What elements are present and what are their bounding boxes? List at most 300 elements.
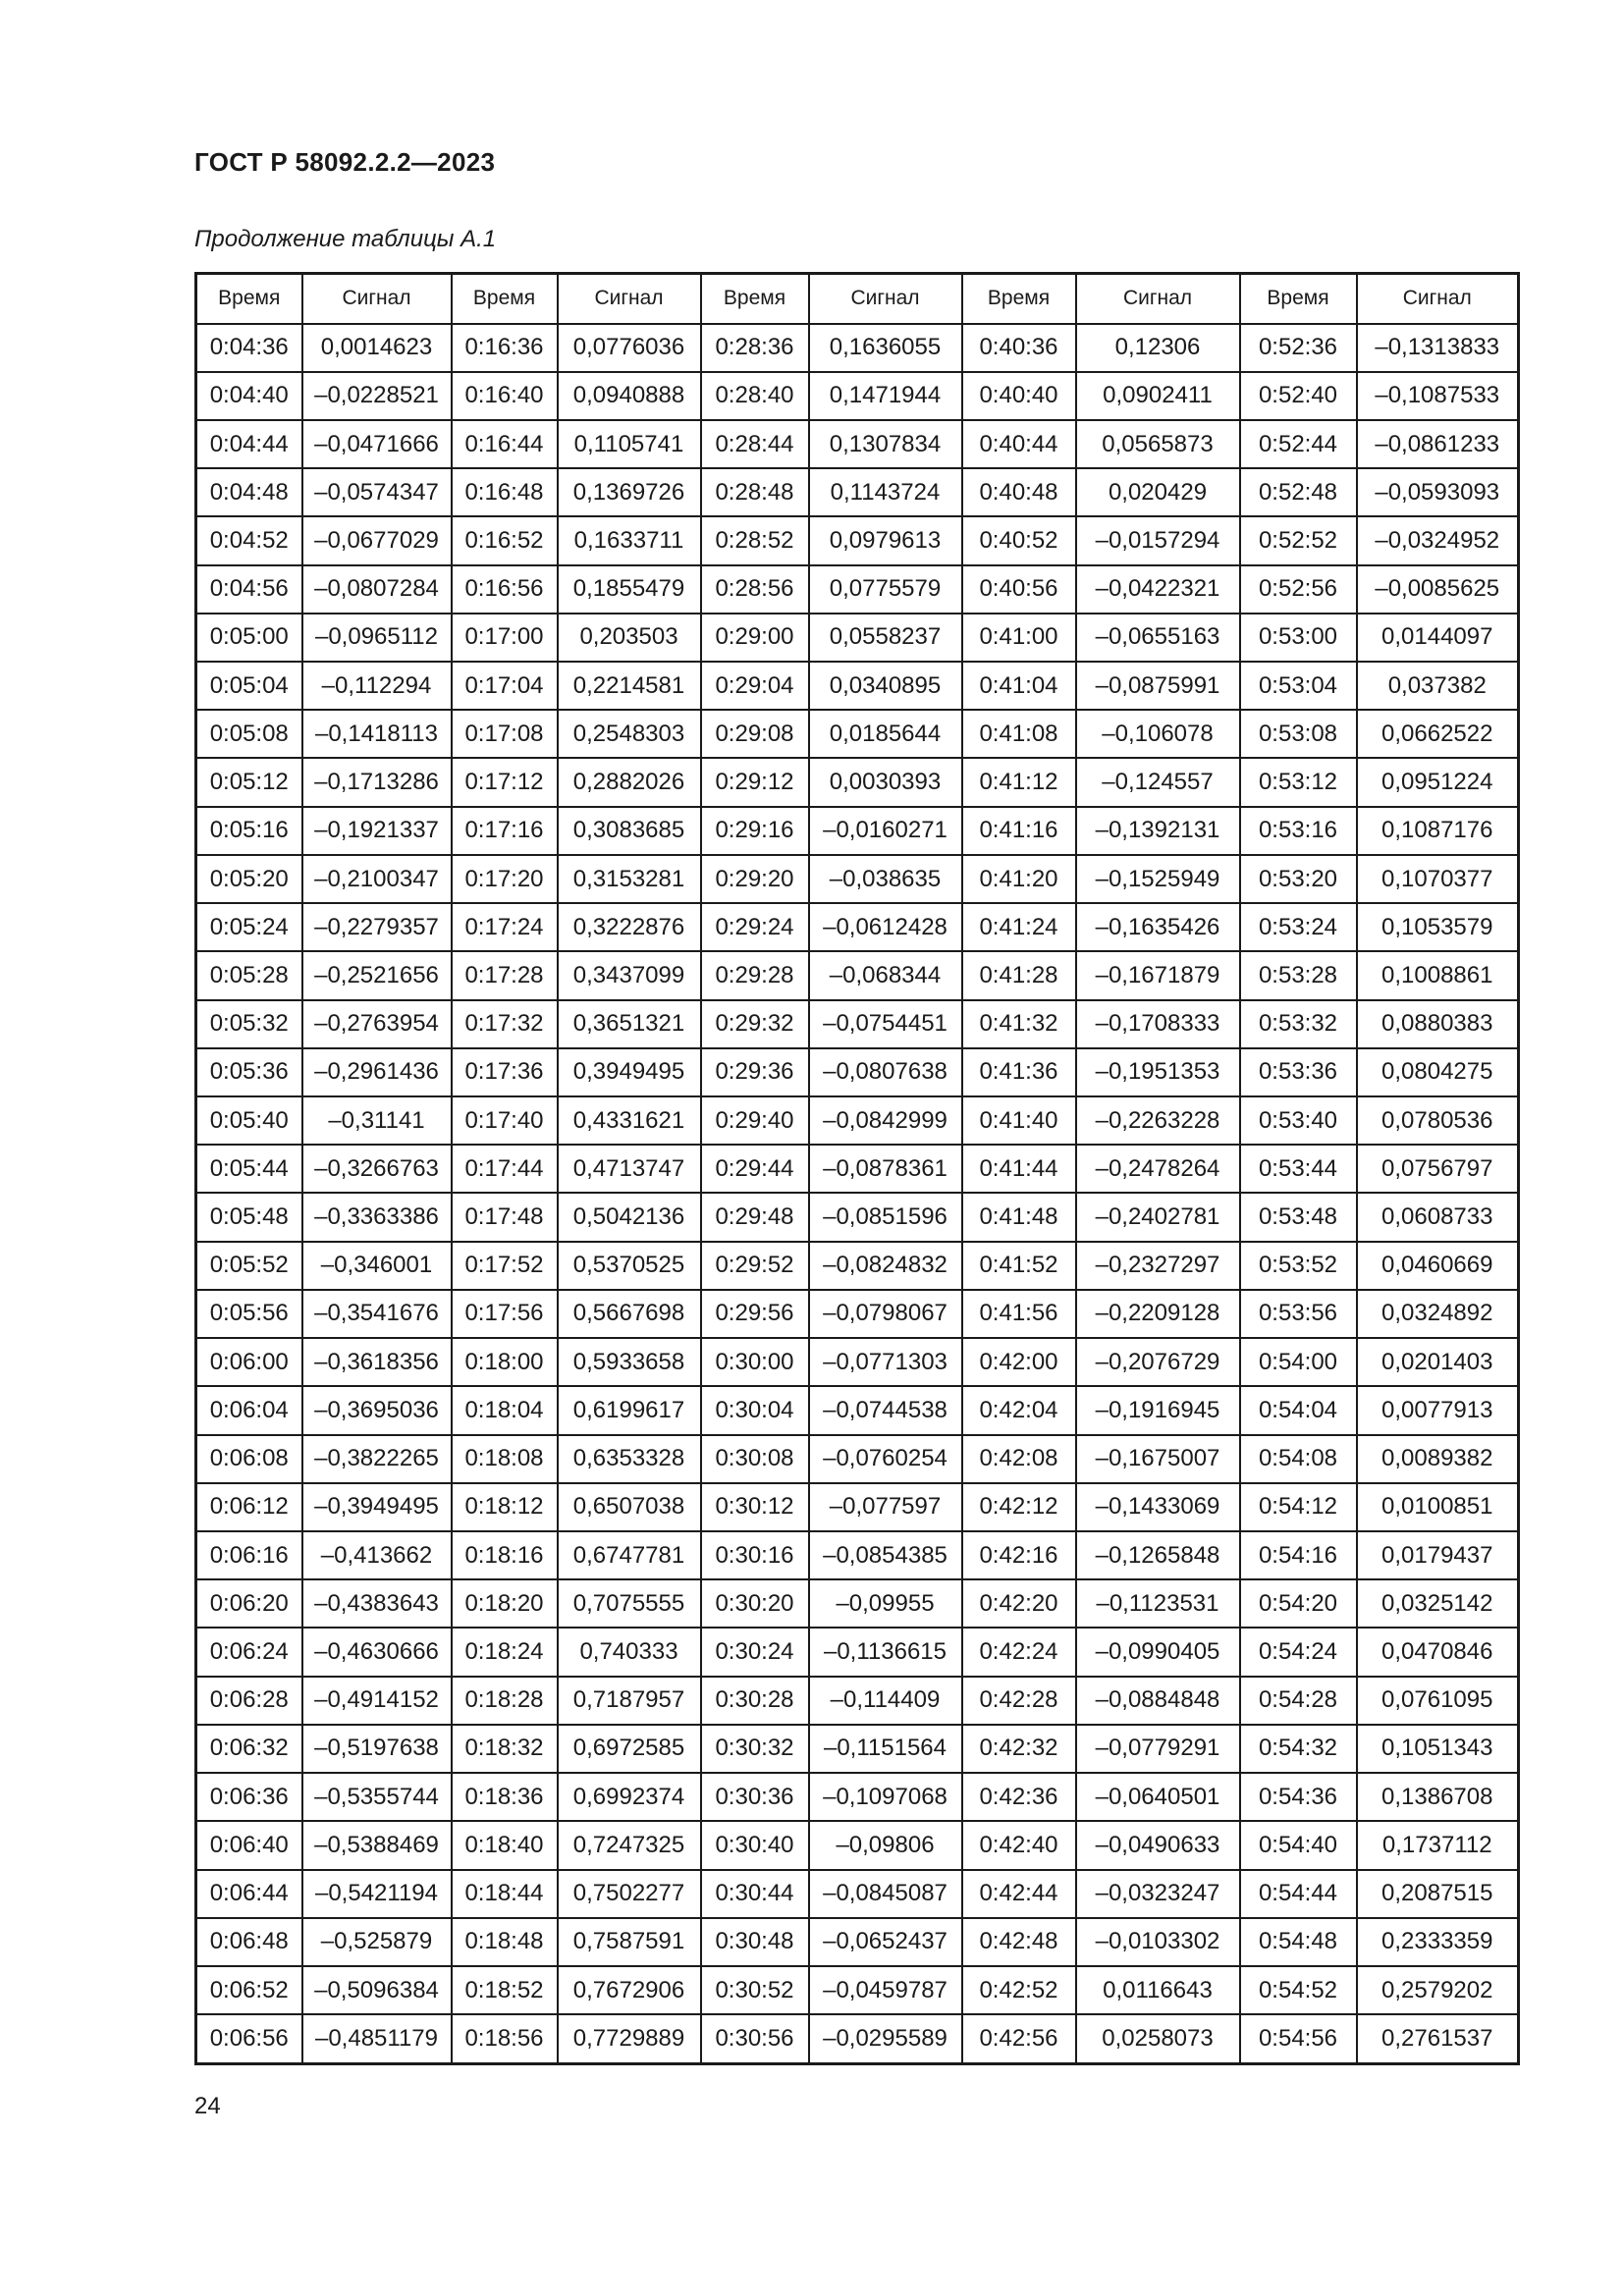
signal-cell: 0,0565873 — [1076, 420, 1240, 468]
time-cell: 0:05:24 — [196, 903, 302, 951]
signal-cell: –0,0878361 — [809, 1145, 962, 1193]
signal-cell: –0,0875991 — [1076, 662, 1240, 710]
time-cell: 0:54:20 — [1240, 1579, 1357, 1628]
column-header: Время — [962, 274, 1076, 324]
signal-cell: 0,7075555 — [558, 1579, 701, 1628]
signal-cell: 0,6353328 — [558, 1435, 701, 1483]
signal-cell: –0,0157294 — [1076, 516, 1240, 564]
signal-cell: –0,1708333 — [1076, 1000, 1240, 1048]
table-row — [196, 1435, 1519, 1483]
time-cell: 0:30:08 — [701, 1435, 809, 1483]
time-cell: 0:30:12 — [701, 1483, 809, 1531]
time-cell: 0:16:36 — [452, 324, 558, 372]
table-caption: Продолжение таблицы А.1 — [194, 226, 497, 252]
time-cell: 0:18:52 — [452, 1966, 558, 2014]
signal-cell: –0,0612428 — [809, 903, 962, 951]
signal-cell: –0,0861233 — [1357, 420, 1519, 468]
signal-cell: –0,5355744 — [302, 1773, 452, 1821]
time-cell: 0:54:40 — [1240, 1821, 1357, 1869]
time-cell: 0:53:44 — [1240, 1145, 1357, 1193]
time-cell: 0:28:36 — [701, 324, 809, 372]
time-cell: 0:17:32 — [452, 1000, 558, 1048]
time-cell: 0:41:36 — [962, 1048, 1076, 1096]
time-cell: 0:54:52 — [1240, 1966, 1357, 2014]
time-cell: 0:53:12 — [1240, 758, 1357, 806]
signal-cell: –0,1151564 — [809, 1725, 962, 1773]
time-cell: 0:29:16 — [701, 807, 809, 855]
time-cell: 0:06:24 — [196, 1628, 302, 1676]
time-cell: 0:41:16 — [962, 807, 1076, 855]
signal-cell: 0,5042136 — [558, 1193, 701, 1241]
signal-cell: 0,3651321 — [558, 1000, 701, 1048]
signal-cell: 0,0179437 — [1357, 1531, 1519, 1579]
time-cell: 0:30:32 — [701, 1725, 809, 1773]
signal-cell: 0,12306 — [1076, 324, 1240, 372]
time-cell: 0:29:40 — [701, 1096, 809, 1145]
time-cell: 0:42:24 — [962, 1628, 1076, 1676]
time-cell: 0:17:20 — [452, 855, 558, 903]
table-row — [196, 1193, 1519, 1241]
signal-cell: 0,3222876 — [558, 903, 701, 951]
signal-cell: –0,1136615 — [809, 1628, 962, 1676]
signal-cell: 0,2761537 — [1357, 2014, 1519, 2063]
signal-cell: 0,0185644 — [809, 710, 962, 758]
column-header: Сигнал — [302, 274, 452, 324]
time-cell: 0:17:04 — [452, 662, 558, 710]
time-cell: 0:30:28 — [701, 1677, 809, 1725]
time-cell: 0:41:04 — [962, 662, 1076, 710]
time-cell: 0:18:16 — [452, 1531, 558, 1579]
signal-cell: 0,203503 — [558, 614, 701, 662]
time-cell: 0:54:32 — [1240, 1725, 1357, 1773]
time-cell: 0:41:08 — [962, 710, 1076, 758]
time-cell: 0:18:28 — [452, 1677, 558, 1725]
time-cell: 0:28:40 — [701, 372, 809, 420]
signal-cell: 0,2579202 — [1357, 1966, 1519, 2014]
signal-cell: –0,068344 — [809, 951, 962, 999]
time-cell: 0:42:40 — [962, 1821, 1076, 1869]
time-cell: 0:40:36 — [962, 324, 1076, 372]
signal-cell: –0,346001 — [302, 1242, 452, 1290]
time-cell: 0:42:20 — [962, 1579, 1076, 1628]
time-cell: 0:53:36 — [1240, 1048, 1357, 1096]
signal-cell: –0,0884848 — [1076, 1677, 1240, 1725]
time-cell: 0:54:08 — [1240, 1435, 1357, 1483]
table-row — [196, 1386, 1519, 1434]
table-row — [196, 1966, 1519, 2014]
signal-cell: –0,0744538 — [809, 1386, 962, 1434]
column-header: Сигнал — [1076, 274, 1240, 324]
signal-cell: –0,0779291 — [1076, 1725, 1240, 1773]
signal-cell: 0,1471944 — [809, 372, 962, 420]
time-cell: 0:52:56 — [1240, 565, 1357, 614]
time-cell: 0:05:36 — [196, 1048, 302, 1096]
signal-cell: –0,038635 — [809, 855, 962, 903]
time-cell: 0:54:12 — [1240, 1483, 1357, 1531]
signal-cell: –0,0760254 — [809, 1435, 962, 1483]
signal-cell: –0,0324952 — [1357, 516, 1519, 564]
time-cell: 0:52:44 — [1240, 420, 1357, 468]
time-cell: 0:41:12 — [962, 758, 1076, 806]
signal-cell: 0,7247325 — [558, 1821, 701, 1869]
time-cell: 0:05:00 — [196, 614, 302, 662]
time-cell: 0:53:32 — [1240, 1000, 1357, 1048]
signal-cell: –0,0807284 — [302, 565, 452, 614]
time-cell: 0:04:36 — [196, 324, 302, 372]
time-cell: 0:40:40 — [962, 372, 1076, 420]
signal-cell: 0,0089382 — [1357, 1435, 1519, 1483]
time-cell: 0:30:48 — [701, 1918, 809, 1966]
signal-cell: 0,1737112 — [1357, 1821, 1519, 1869]
time-cell: 0:17:24 — [452, 903, 558, 951]
signal-cell: 0,0470846 — [1357, 1628, 1519, 1676]
table-row — [196, 903, 1519, 951]
time-cell: 0:17:48 — [452, 1193, 558, 1241]
signal-cell: 0,2882026 — [558, 758, 701, 806]
time-cell: 0:29:36 — [701, 1048, 809, 1096]
signal-cell: –0,4914152 — [302, 1677, 452, 1725]
signal-cell: –0,0824832 — [809, 1242, 962, 1290]
time-cell: 0:29:04 — [701, 662, 809, 710]
signal-cell: –0,0160271 — [809, 807, 962, 855]
signal-cell: –0,5388469 — [302, 1821, 452, 1869]
time-cell: 0:41:28 — [962, 951, 1076, 999]
signal-cell: 0,2333359 — [1357, 1918, 1519, 1966]
table-header-row — [196, 274, 1519, 324]
time-cell: 0:16:52 — [452, 516, 558, 564]
signal-cell: –0,3266763 — [302, 1145, 452, 1193]
signal-cell: 0,0325142 — [1357, 1579, 1519, 1628]
time-cell: 0:52:48 — [1240, 468, 1357, 516]
time-cell: 0:18:56 — [452, 2014, 558, 2063]
time-cell: 0:41:32 — [962, 1000, 1076, 1048]
time-cell: 0:05:16 — [196, 807, 302, 855]
signal-cell: 0,1855479 — [558, 565, 701, 614]
signal-cell: –0,0990405 — [1076, 1628, 1240, 1676]
time-cell: 0:41:24 — [962, 903, 1076, 951]
signal-cell: –0,2402781 — [1076, 1193, 1240, 1241]
time-cell: 0:06:52 — [196, 1966, 302, 2014]
time-cell: 0:54:04 — [1240, 1386, 1357, 1434]
time-cell: 0:29:12 — [701, 758, 809, 806]
table-row — [196, 468, 1519, 516]
signal-cell: –0,124557 — [1076, 758, 1240, 806]
signal-cell: 0,5933658 — [558, 1338, 701, 1386]
signal-cell: –0,2100347 — [302, 855, 452, 903]
signal-cell: 0,1307834 — [809, 420, 962, 468]
time-cell: 0:54:24 — [1240, 1628, 1357, 1676]
signal-cell: 0,6992374 — [558, 1773, 701, 1821]
table-row — [196, 855, 1519, 903]
signal-cell: 0,0775579 — [809, 565, 962, 614]
signal-cell: –0,0459787 — [809, 1966, 962, 2014]
time-cell: 0:52:40 — [1240, 372, 1357, 420]
time-cell: 0:06:04 — [196, 1386, 302, 1434]
time-cell: 0:28:48 — [701, 468, 809, 516]
signal-cell: –0,0845087 — [809, 1870, 962, 1918]
time-cell: 0:06:16 — [196, 1531, 302, 1579]
signal-cell: –0,1951353 — [1076, 1048, 1240, 1096]
time-cell: 0:06:40 — [196, 1821, 302, 1869]
time-cell: 0:42:12 — [962, 1483, 1076, 1531]
time-cell: 0:54:28 — [1240, 1677, 1357, 1725]
signal-cell: –0,2478264 — [1076, 1145, 1240, 1193]
time-cell: 0:53:20 — [1240, 855, 1357, 903]
signal-cell: 0,1633711 — [558, 516, 701, 564]
signal-cell: –0,0771303 — [809, 1338, 962, 1386]
signal-cell: –0,1916945 — [1076, 1386, 1240, 1434]
signal-cell: –0,1433069 — [1076, 1483, 1240, 1531]
signal-cell: –0,525879 — [302, 1918, 452, 1966]
time-cell: 0:53:24 — [1240, 903, 1357, 951]
time-cell: 0:05:04 — [196, 662, 302, 710]
time-cell: 0:42:00 — [962, 1338, 1076, 1386]
signal-cell: –0,0842999 — [809, 1096, 962, 1145]
table-row — [196, 516, 1519, 564]
signal-cell: –0,1392131 — [1076, 807, 1240, 855]
time-cell: 0:42:44 — [962, 1870, 1076, 1918]
time-cell: 0:53:52 — [1240, 1242, 1357, 1290]
signal-cell: 0,1636055 — [809, 324, 962, 372]
time-cell: 0:30:04 — [701, 1386, 809, 1434]
signal-cell: 0,1051343 — [1357, 1725, 1519, 1773]
time-cell: 0:42:08 — [962, 1435, 1076, 1483]
time-cell: 0:17:16 — [452, 807, 558, 855]
time-cell: 0:29:52 — [701, 1242, 809, 1290]
signal-cell: –0,1635426 — [1076, 903, 1240, 951]
table-row — [196, 1918, 1519, 1966]
signal-cell: –0,0965112 — [302, 614, 452, 662]
time-cell: 0:18:24 — [452, 1628, 558, 1676]
signal-cell: 0,0258073 — [1076, 2014, 1240, 2063]
time-cell: 0:06:36 — [196, 1773, 302, 1821]
signal-cell: 0,0100851 — [1357, 1483, 1519, 1531]
column-header: Сигнал — [809, 274, 962, 324]
time-cell: 0:41:48 — [962, 1193, 1076, 1241]
time-cell: 0:42:28 — [962, 1677, 1076, 1725]
signal-cell: 0,0880383 — [1357, 1000, 1519, 1048]
time-cell: 0:05:12 — [196, 758, 302, 806]
signal-cell: –0,4851179 — [302, 2014, 452, 2063]
time-cell: 0:40:52 — [962, 516, 1076, 564]
time-cell: 0:29:00 — [701, 614, 809, 662]
table-body — [196, 324, 1519, 2064]
time-cell: 0:18:32 — [452, 1725, 558, 1773]
time-cell: 0:18:04 — [452, 1386, 558, 1434]
signal-cell: –0,1123531 — [1076, 1579, 1240, 1628]
time-cell: 0:18:44 — [452, 1870, 558, 1918]
time-cell: 0:05:56 — [196, 1290, 302, 1338]
table-row — [196, 2014, 1519, 2063]
signal-cell: 0,0608733 — [1357, 1193, 1519, 1241]
time-cell: 0:29:20 — [701, 855, 809, 903]
time-cell: 0:06:48 — [196, 1918, 302, 1966]
time-cell: 0:05:52 — [196, 1242, 302, 1290]
time-cell: 0:05:20 — [196, 855, 302, 903]
page-number: 24 — [194, 2093, 221, 2119]
time-cell: 0:53:04 — [1240, 662, 1357, 710]
signal-cell: 0,7587591 — [558, 1918, 701, 1966]
column-header: Сигнал — [558, 274, 701, 324]
time-cell: 0:41:20 — [962, 855, 1076, 903]
time-cell: 0:53:48 — [1240, 1193, 1357, 1241]
signal-cell: 0,0804275 — [1357, 1048, 1519, 1096]
signal-cell: 0,7502277 — [558, 1870, 701, 1918]
time-cell: 0:42:52 — [962, 1966, 1076, 2014]
signal-cell: –0,0103302 — [1076, 1918, 1240, 1966]
signal-cell: –0,0798067 — [809, 1290, 962, 1338]
signal-cell: 0,7729889 — [558, 2014, 701, 2063]
time-cell: 0:18:20 — [452, 1579, 558, 1628]
signal-cell: 0,0460669 — [1357, 1242, 1519, 1290]
data-table — [194, 272, 1520, 2065]
signal-cell: –0,0471666 — [302, 420, 452, 468]
signal-cell: 0,020429 — [1076, 468, 1240, 516]
signal-cell: –0,2521656 — [302, 951, 452, 999]
signal-cell: –0,1921337 — [302, 807, 452, 855]
time-cell: 0:52:52 — [1240, 516, 1357, 564]
signal-cell: –0,1418113 — [302, 710, 452, 758]
time-cell: 0:18:48 — [452, 1918, 558, 1966]
signal-cell: 0,1070377 — [1357, 855, 1519, 903]
table-row — [196, 1096, 1519, 1145]
signal-cell: –0,3822265 — [302, 1435, 452, 1483]
table-row — [196, 1773, 1519, 1821]
signal-cell: 0,6972585 — [558, 1725, 701, 1773]
signal-cell: 0,2214581 — [558, 662, 701, 710]
signal-cell: 0,5667698 — [558, 1290, 701, 1338]
time-cell: 0:30:56 — [701, 2014, 809, 2063]
signal-cell: –0,0640501 — [1076, 1773, 1240, 1821]
time-cell: 0:53:28 — [1240, 951, 1357, 999]
time-cell: 0:53:08 — [1240, 710, 1357, 758]
time-cell: 0:18:12 — [452, 1483, 558, 1531]
time-cell: 0:30:40 — [701, 1821, 809, 1869]
time-cell: 0:05:32 — [196, 1000, 302, 1048]
table-row — [196, 758, 1519, 806]
signal-cell: –0,3695036 — [302, 1386, 452, 1434]
signal-cell: –0,5096384 — [302, 1966, 452, 2014]
signal-cell: 0,4713747 — [558, 1145, 701, 1193]
time-cell: 0:06:12 — [196, 1483, 302, 1531]
table-row — [196, 1242, 1519, 1290]
time-cell: 0:29:44 — [701, 1145, 809, 1193]
column-header: Время — [196, 274, 302, 324]
signal-cell: –0,1525949 — [1076, 855, 1240, 903]
column-header: Время — [452, 274, 558, 324]
table-row — [196, 324, 1519, 372]
table-row — [196, 1048, 1519, 1096]
table-row — [196, 1870, 1519, 1918]
signal-cell: –0,0593093 — [1357, 468, 1519, 516]
time-cell: 0:53:40 — [1240, 1096, 1357, 1145]
time-cell: 0:05:28 — [196, 951, 302, 999]
signal-cell: –0,3949495 — [302, 1483, 452, 1531]
time-cell: 0:42:32 — [962, 1725, 1076, 1773]
signal-cell: –0,4630666 — [302, 1628, 452, 1676]
time-cell: 0:42:36 — [962, 1773, 1076, 1821]
time-cell: 0:42:04 — [962, 1386, 1076, 1434]
time-cell: 0:30:44 — [701, 1870, 809, 1918]
time-cell: 0:17:12 — [452, 758, 558, 806]
signal-cell: 0,0340895 — [809, 662, 962, 710]
signal-cell: 0,0201403 — [1357, 1338, 1519, 1386]
signal-cell: –0,3541676 — [302, 1290, 452, 1338]
signal-cell: –0,2263228 — [1076, 1096, 1240, 1145]
time-cell: 0:41:40 — [962, 1096, 1076, 1145]
table-row — [196, 1531, 1519, 1579]
signal-cell: 0,3949495 — [558, 1048, 701, 1096]
time-cell: 0:54:48 — [1240, 1918, 1357, 1966]
column-header: Время — [1240, 274, 1357, 324]
time-cell: 0:53:56 — [1240, 1290, 1357, 1338]
time-cell: 0:29:24 — [701, 903, 809, 951]
signal-cell: 0,0756797 — [1357, 1145, 1519, 1193]
time-cell: 0:29:28 — [701, 951, 809, 999]
column-header: Сигнал — [1357, 274, 1519, 324]
time-cell: 0:54:16 — [1240, 1531, 1357, 1579]
signal-cell: 0,0558237 — [809, 614, 962, 662]
signal-cell: –0,09955 — [809, 1579, 962, 1628]
table-row — [196, 1579, 1519, 1628]
signal-cell: –0,2961436 — [302, 1048, 452, 1096]
signal-cell: 0,1386708 — [1357, 1773, 1519, 1821]
time-cell: 0:17:08 — [452, 710, 558, 758]
signal-cell: –0,0574347 — [302, 468, 452, 516]
time-cell: 0:40:56 — [962, 565, 1076, 614]
table-row — [196, 1628, 1519, 1676]
time-cell: 0:06:20 — [196, 1579, 302, 1628]
time-cell: 0:53:16 — [1240, 807, 1357, 855]
time-cell: 0:16:40 — [452, 372, 558, 420]
signal-cell: 0,037382 — [1357, 662, 1519, 710]
signal-cell: 0,0324892 — [1357, 1290, 1519, 1338]
signal-cell: 0,0776036 — [558, 324, 701, 372]
time-cell: 0:04:40 — [196, 372, 302, 420]
signal-cell: 0,0902411 — [1076, 372, 1240, 420]
signal-cell: –0,5421194 — [302, 1870, 452, 1918]
signal-cell: –0,114409 — [809, 1677, 962, 1725]
signal-cell: –0,0652437 — [809, 1918, 962, 1966]
signal-cell: 0,1087176 — [1357, 807, 1519, 855]
time-cell: 0:41:44 — [962, 1145, 1076, 1193]
time-cell: 0:04:48 — [196, 468, 302, 516]
time-cell: 0:17:52 — [452, 1242, 558, 1290]
signal-cell: 0,0940888 — [558, 372, 701, 420]
time-cell: 0:54:00 — [1240, 1338, 1357, 1386]
time-cell: 0:30:00 — [701, 1338, 809, 1386]
time-cell: 0:05:40 — [196, 1096, 302, 1145]
signal-cell: –0,1087533 — [1357, 372, 1519, 420]
time-cell: 0:16:48 — [452, 468, 558, 516]
time-cell: 0:29:32 — [701, 1000, 809, 1048]
signal-cell: –0,1671879 — [1076, 951, 1240, 999]
time-cell: 0:42:16 — [962, 1531, 1076, 1579]
time-cell: 0:29:48 — [701, 1193, 809, 1241]
signal-cell: 0,2548303 — [558, 710, 701, 758]
signal-cell: 0,7187957 — [558, 1677, 701, 1725]
table-row — [196, 710, 1519, 758]
signal-cell: –0,0854385 — [809, 1531, 962, 1579]
time-cell: 0:18:08 — [452, 1435, 558, 1483]
time-cell: 0:30:52 — [701, 1966, 809, 2014]
table-row — [196, 565, 1519, 614]
time-cell: 0:28:44 — [701, 420, 809, 468]
signal-cell: –0,106078 — [1076, 710, 1240, 758]
signal-cell: 0,3083685 — [558, 807, 701, 855]
signal-cell: –0,1265848 — [1076, 1531, 1240, 1579]
time-cell: 0:04:56 — [196, 565, 302, 614]
